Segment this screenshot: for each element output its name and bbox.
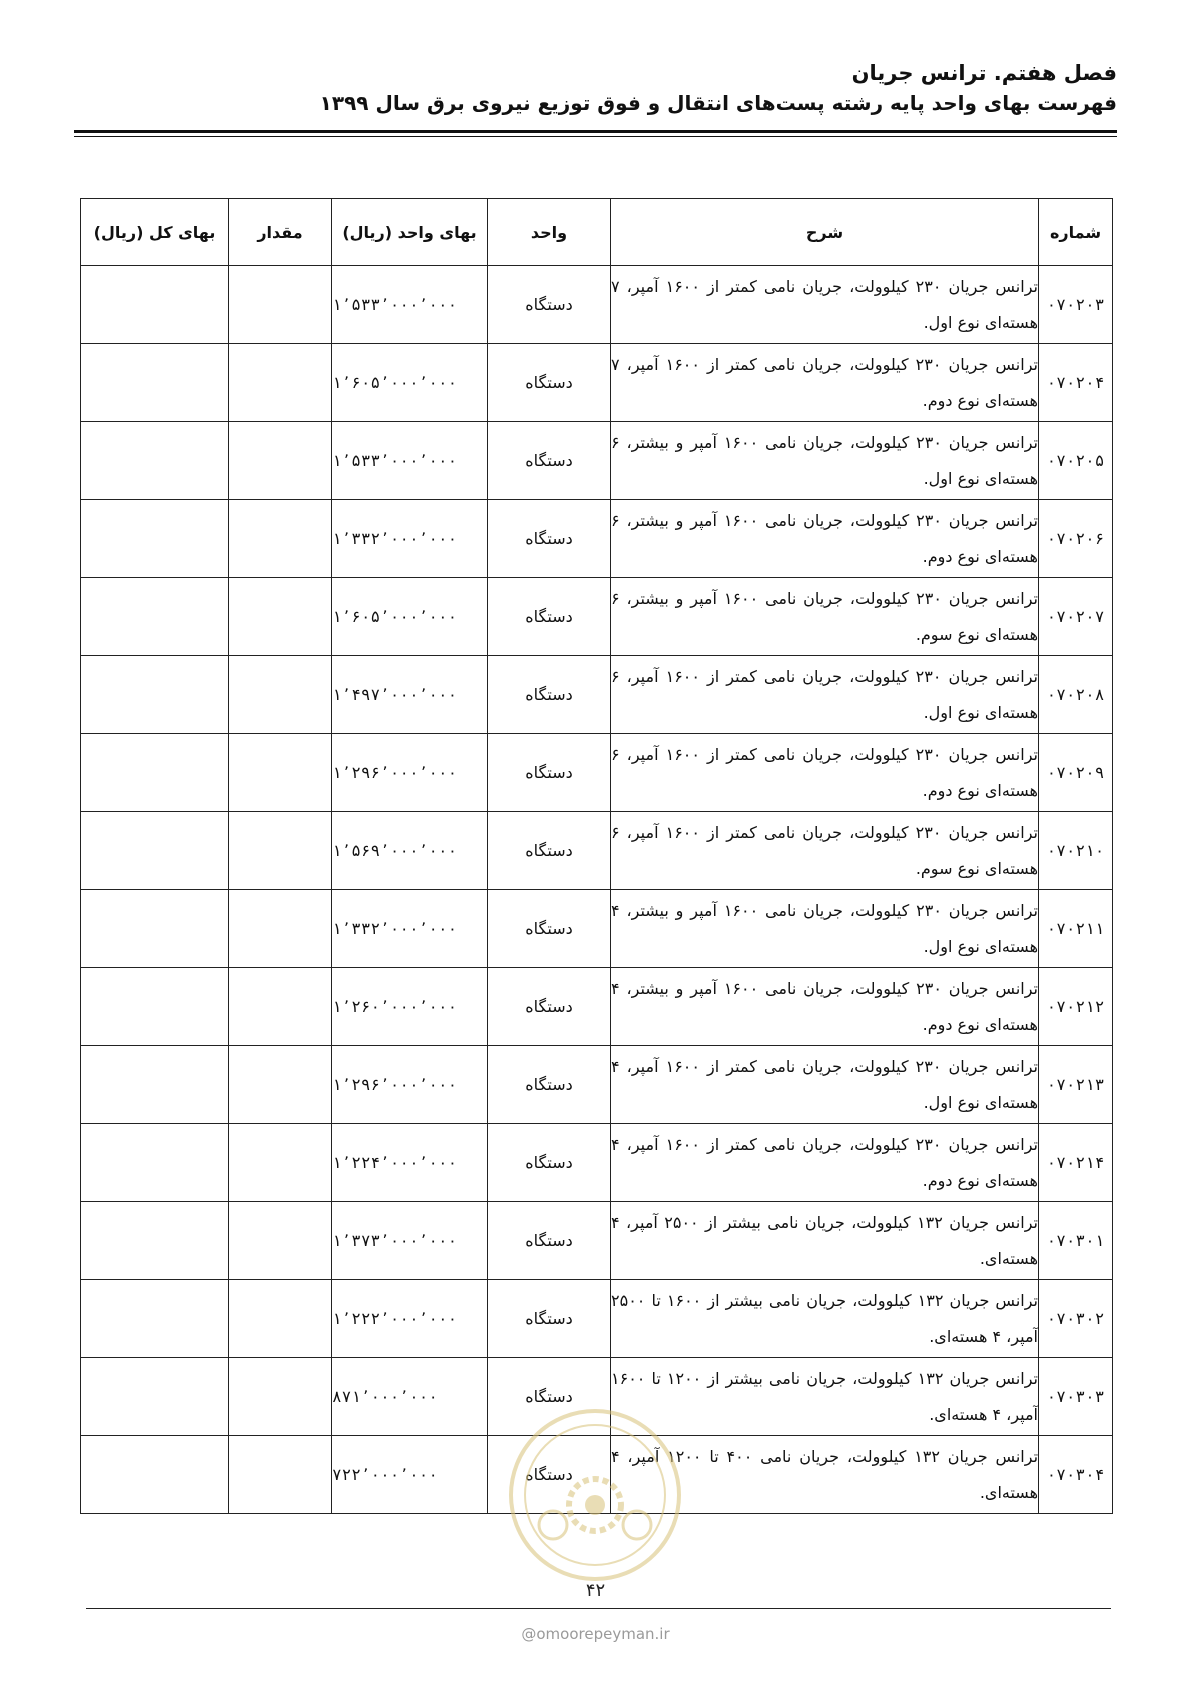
row-quantity xyxy=(229,1046,332,1124)
row-total-price xyxy=(81,1046,229,1124)
chapter-title: فصل هفتم. ترانس جریان xyxy=(851,61,1117,85)
footer-rule xyxy=(86,1608,1111,1609)
row-unit-price: ۷۲۲٬۰۰۰٬۰۰۰ xyxy=(332,1436,488,1514)
row-unit-price: ۱٬۳۳۲٬۰۰۰٬۰۰۰ xyxy=(332,500,488,578)
header-rule-thin xyxy=(74,136,1117,137)
table-row xyxy=(81,1046,1113,1124)
row-total-price xyxy=(81,968,229,1046)
row-unit: دستگاه xyxy=(488,1436,611,1514)
row-description: ترانس جریان ۲۳۰ کیلوولت، جریان نامی کمتر از ۱۶۰۰ آمپر، ۴ هسته‌ای نوع اول. xyxy=(611,1046,1039,1124)
row-total-price xyxy=(81,1124,229,1202)
row-unit: دستگاه xyxy=(488,890,611,968)
document-subtitle: فهرست بهای واحد پایه رشته پست‌های انتقال و فوق توزیع نیروی برق سال ۱۳۹۹ xyxy=(319,91,1117,115)
row-total-price xyxy=(81,1280,229,1358)
row-description: ترانس جریان ۲۳۰ کیلوولت، جریان نامی کمتر از ۱۶۰۰ آمپر، ۷ هسته‌ای نوع دوم. xyxy=(611,344,1039,422)
row-quantity xyxy=(229,812,332,890)
row-description: ترانس جریان ۲۳۰ کیلوولت، جریان نامی کمتر از ۱۶۰۰ آمپر، ۶ هسته‌ای نوع دوم. xyxy=(611,734,1039,812)
row-unit-price: ۱٬۳۷۳٬۰۰۰٬۰۰۰ xyxy=(332,1202,488,1280)
header-rule-thick xyxy=(74,130,1117,133)
table-row xyxy=(81,500,1113,578)
row-unit: دستگاه xyxy=(488,266,611,344)
row-description: ترانس جریان ۲۳۰ کیلوولت، جریان نامی ۱۶۰۰ آمپر و بیشتر، ۶ هسته‌ای نوع اول. xyxy=(611,422,1039,500)
table-row xyxy=(81,1124,1113,1202)
row-unit: دستگاه xyxy=(488,344,611,422)
row-description: ترانس جریان ۱۳۲ کیلوولت، جریان نامی ۴۰۰ تا ۱۲۰۰ آمپر، ۴ هسته‌ای. xyxy=(611,1436,1039,1514)
table-row xyxy=(81,1202,1113,1280)
row-total-price xyxy=(81,578,229,656)
table-row xyxy=(81,266,1113,344)
website-watermark: @omoorepeyman.ir xyxy=(521,1625,670,1643)
row-description: ترانس جریان ۲۳۰ کیلوولت، جریان نامی ۱۶۰۰ آمپر و بیشتر، ۴ هسته‌ای نوع اول. xyxy=(611,890,1039,968)
row-unit: دستگاه xyxy=(488,734,611,812)
row-unit-price: ۱٬۲۲۲٬۰۰۰٬۰۰۰ xyxy=(332,1280,488,1358)
header-description: شرح xyxy=(611,199,1039,266)
row-unit: دستگاه xyxy=(488,578,611,656)
row-code: ۰۷۰۲۱۲ xyxy=(1039,968,1113,1046)
table-row xyxy=(81,1280,1113,1358)
row-unit-price: ۱٬۴۹۷٬۰۰۰٬۰۰۰ xyxy=(332,656,488,734)
row-unit: دستگاه xyxy=(488,1202,611,1280)
row-description: ترانس جریان ۲۳۰ کیلوولت، جریان نامی کمتر از ۱۶۰۰ آمپر، ۶ هسته‌ای نوع سوم. xyxy=(611,812,1039,890)
row-code: ۰۷۰۳۰۲ xyxy=(1039,1280,1113,1358)
row-description: ترانس جریان ۲۳۰ کیلوولت، جریان نامی کمتر از ۱۶۰۰ آمپر، ۷ هسته‌ای نوع اول. xyxy=(611,266,1039,344)
row-quantity xyxy=(229,266,332,344)
row-code: ۰۷۰۲۰۴ xyxy=(1039,344,1113,422)
page-header xyxy=(74,58,1117,118)
row-description: ترانس جریان ۲۳۰ کیلوولت، جریان نامی ۱۶۰۰ آمپر و بیشتر، ۶ هسته‌ای نوع دوم. xyxy=(611,500,1039,578)
row-total-price xyxy=(81,500,229,578)
table-header-row xyxy=(81,199,1113,266)
header-code: شماره xyxy=(1039,199,1113,266)
row-quantity xyxy=(229,734,332,812)
header-quantity: مقدار xyxy=(229,199,332,266)
row-code: ۰۷۰۲۱۱ xyxy=(1039,890,1113,968)
row-unit: دستگاه xyxy=(488,500,611,578)
row-description: ترانس جریان ۱۳۲ کیلوولت، جریان نامی بیشتر از ۱۶۰۰ تا ۲۵۰۰ آمپر، ۴ هسته‌ای. xyxy=(611,1280,1039,1358)
row-unit: دستگاه xyxy=(488,656,611,734)
row-quantity xyxy=(229,578,332,656)
row-code: ۰۷۰۲۰۷ xyxy=(1039,578,1113,656)
row-total-price xyxy=(81,1358,229,1436)
row-unit: دستگاه xyxy=(488,968,611,1046)
row-code: ۰۷۰۳۰۳ xyxy=(1039,1358,1113,1436)
header-unit: واحد xyxy=(488,199,611,266)
table-row xyxy=(81,890,1113,968)
row-unit-price: ۱٬۵۳۳٬۰۰۰٬۰۰۰ xyxy=(332,266,488,344)
row-unit-price: ۱٬۲۹۶٬۰۰۰٬۰۰۰ xyxy=(332,1046,488,1124)
table-row xyxy=(81,968,1113,1046)
row-unit-price: ۱٬۲۶۰٬۰۰۰٬۰۰۰ xyxy=(332,968,488,1046)
row-total-price xyxy=(81,266,229,344)
row-code: ۰۷۰۳۰۴ xyxy=(1039,1436,1113,1514)
row-unit: دستگاه xyxy=(488,1358,611,1436)
row-description: ترانس جریان ۲۳۰ کیلوولت، جریان نامی کمتر از ۱۶۰۰ آمپر، ۴ هسته‌ای نوع دوم. xyxy=(611,1124,1039,1202)
row-code: ۰۷۰۲۰۹ xyxy=(1039,734,1113,812)
row-quantity xyxy=(229,1280,332,1358)
seal-watermark-icon xyxy=(505,1405,685,1585)
row-code: ۰۷۰۲۰۵ xyxy=(1039,422,1113,500)
row-unit-price: ۱٬۳۳۲٬۰۰۰٬۰۰۰ xyxy=(332,890,488,968)
row-unit-price: ۱٬۶۰۵٬۰۰۰٬۰۰۰ xyxy=(332,344,488,422)
row-description: ترانس جریان ۲۳۰ کیلوولت، جریان نامی ۱۶۰۰ آمپر و بیشتر، ۴ هسته‌ای نوع دوم. xyxy=(611,968,1039,1046)
table-row xyxy=(81,344,1113,422)
table-row xyxy=(81,578,1113,656)
row-unit-price: ۱٬۲۲۴٬۰۰۰٬۰۰۰ xyxy=(332,1124,488,1202)
row-quantity xyxy=(229,1436,332,1514)
row-unit-price: ۱٬۵۳۳٬۰۰۰٬۰۰۰ xyxy=(332,422,488,500)
row-quantity xyxy=(229,656,332,734)
row-code: ۰۷۰۲۰۸ xyxy=(1039,656,1113,734)
table-row xyxy=(81,422,1113,500)
table-row xyxy=(81,734,1113,812)
row-quantity xyxy=(229,344,332,422)
row-total-price xyxy=(81,422,229,500)
row-description: ترانس جریان ۲۳۰ کیلوولت، جریان نامی ۱۶۰۰ آمپر و بیشتر، ۶ هسته‌ای نوع سوم. xyxy=(611,578,1039,656)
row-unit: دستگاه xyxy=(488,422,611,500)
row-total-price xyxy=(81,812,229,890)
header-unit-price: بهای واحد (ریال) xyxy=(332,199,488,266)
row-unit-price: ۱٬۶۰۵٬۰۰۰٬۰۰۰ xyxy=(332,578,488,656)
row-description: ترانس جریان ۲۳۰ کیلوولت، جریان نامی کمتر از ۱۶۰۰ آمپر، ۶ هسته‌ای نوع اول. xyxy=(611,656,1039,734)
row-total-price xyxy=(81,1202,229,1280)
row-quantity xyxy=(229,1358,332,1436)
table-row xyxy=(81,656,1113,734)
row-quantity xyxy=(229,968,332,1046)
row-code: ۰۷۰۳۰۱ xyxy=(1039,1202,1113,1280)
row-total-price xyxy=(81,1436,229,1514)
row-code: ۰۷۰۲۱۴ xyxy=(1039,1124,1113,1202)
row-quantity xyxy=(229,500,332,578)
row-unit: دستگاه xyxy=(488,1280,611,1358)
row-code: ۰۷۰۲۱۳ xyxy=(1039,1046,1113,1124)
row-total-price xyxy=(81,344,229,422)
row-total-price xyxy=(81,656,229,734)
row-description: ترانس جریان ۱۳۲ کیلوولت، جریان نامی بیشتر از ۲۵۰۰ آمپر، ۴ هسته‌ای. xyxy=(611,1202,1039,1280)
row-quantity xyxy=(229,422,332,500)
row-unit: دستگاه xyxy=(488,1046,611,1124)
row-quantity xyxy=(229,1202,332,1280)
row-unit-price: ۱٬۵۶۹٬۰۰۰٬۰۰۰ xyxy=(332,812,488,890)
row-code: ۰۷۰۲۰۶ xyxy=(1039,500,1113,578)
row-unit-price: ۱٬۲۹۶٬۰۰۰٬۰۰۰ xyxy=(332,734,488,812)
page-number: ۴۲ xyxy=(585,1580,606,1601)
row-quantity xyxy=(229,1124,332,1202)
row-unit-price: ۸۷۱٬۰۰۰٬۰۰۰ xyxy=(332,1358,488,1436)
price-table xyxy=(80,198,1113,1514)
row-unit: دستگاه xyxy=(488,812,611,890)
row-total-price xyxy=(81,734,229,812)
row-unit: دستگاه xyxy=(488,1124,611,1202)
header-total-price: بهای کل (ریال) xyxy=(81,199,229,266)
row-code: ۰۷۰۲۰۳ xyxy=(1039,266,1113,344)
table-row xyxy=(81,812,1113,890)
row-description: ترانس جریان ۱۳۲ کیلوولت، جریان نامی بیشتر از ۱۲۰۰ تا ۱۶۰۰ آمپر، ۴ هسته‌ای. xyxy=(611,1358,1039,1436)
row-total-price xyxy=(81,890,229,968)
row-quantity xyxy=(229,890,332,968)
row-code: ۰۷۰۲۱۰ xyxy=(1039,812,1113,890)
